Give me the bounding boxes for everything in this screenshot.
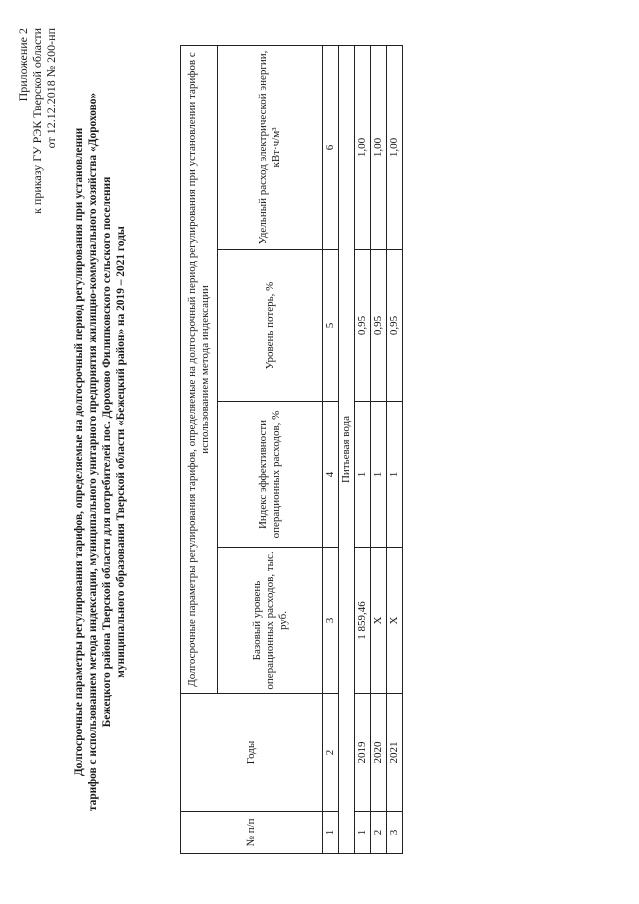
cell-number: 2	[371, 812, 387, 854]
cell-loss-level: 0,95	[387, 250, 403, 402]
cell-number: 1	[355, 812, 371, 854]
cell-year: 2020	[371, 694, 387, 812]
title-line-1: Долгосрочные параметры регулирования тарифов, определяемые на долгосрочный период регулирования при установлении	[73, 127, 85, 777]
column-number: 6	[323, 45, 339, 249]
column-number-row	[323, 45, 339, 853]
title-line-4: муниципального образования Тверской области «Бежецкий район» на 2019 – 2021 годы	[115, 226, 127, 678]
cell-base-opex: X	[387, 548, 403, 694]
table-row	[371, 45, 387, 853]
title-line-3: Бежецкого района Тверской области для потребителей пос. Дорохово Филипковского сельского поселения	[101, 176, 113, 728]
cell-efficiency-index: 1	[371, 402, 387, 548]
header-efficiency-index: Индекс эффективности операционных расходов, %	[218, 402, 323, 548]
cell-loss-level: 0,95	[355, 250, 371, 402]
appendix-line-2: к приказу ГУ РЭК Тверской области	[30, 28, 44, 214]
title-line-2: тарифов с использованием метода индексации, муниципального унитарного предприятия жилищно-коммунального хозяйства «Дорохово»	[87, 92, 99, 812]
cell-number: 3	[387, 812, 403, 854]
appendix-line-1: Приложение 2	[16, 28, 30, 102]
parameters-table	[180, 45, 403, 854]
column-number: 5	[323, 250, 339, 402]
cell-year: 2021	[387, 694, 403, 812]
cell-energy-consumption: 1,00	[355, 45, 371, 249]
cell-year: 2019	[355, 694, 371, 812]
cell-base-opex: 1 859,46	[355, 548, 371, 694]
cell-base-opex: X	[371, 548, 387, 694]
appendix-note	[16, 28, 58, 214]
column-number: 3	[323, 548, 339, 694]
table-row	[355, 45, 371, 853]
table-row	[387, 45, 403, 853]
section-row	[339, 45, 355, 853]
cell-loss-level: 0,95	[371, 250, 387, 402]
appendix-line-3: от 12.12.2018 № 200-нп	[44, 28, 58, 149]
column-number: 1	[323, 812, 339, 854]
column-number: 4	[323, 402, 339, 548]
document-title	[72, 60, 128, 844]
header-energy-consumption: Удельный расход электрической энергии, кВт·ч/м³	[218, 45, 323, 249]
cell-efficiency-index: 1	[355, 402, 371, 548]
cell-efficiency-index: 1	[387, 402, 403, 548]
cell-energy-consumption: 1,00	[387, 45, 403, 249]
header-number: № п/п	[181, 812, 323, 854]
header-years: Годы	[181, 694, 323, 812]
section-title: Питьевая вода	[339, 45, 355, 853]
header-loss-level: Уровень потерь, %	[218, 250, 323, 402]
header-group: Долгосрочные параметры регулирования тарифов, определяемые на долгосрочный период регулирования при установлении тарифов с использованием метода индексации	[181, 45, 218, 693]
table-header-row	[181, 45, 218, 853]
header-base-opex: Базовый уровень операционных расходов, тыс. руб.	[218, 548, 323, 694]
column-number: 2	[323, 694, 339, 812]
cell-energy-consumption: 1,00	[371, 45, 387, 249]
